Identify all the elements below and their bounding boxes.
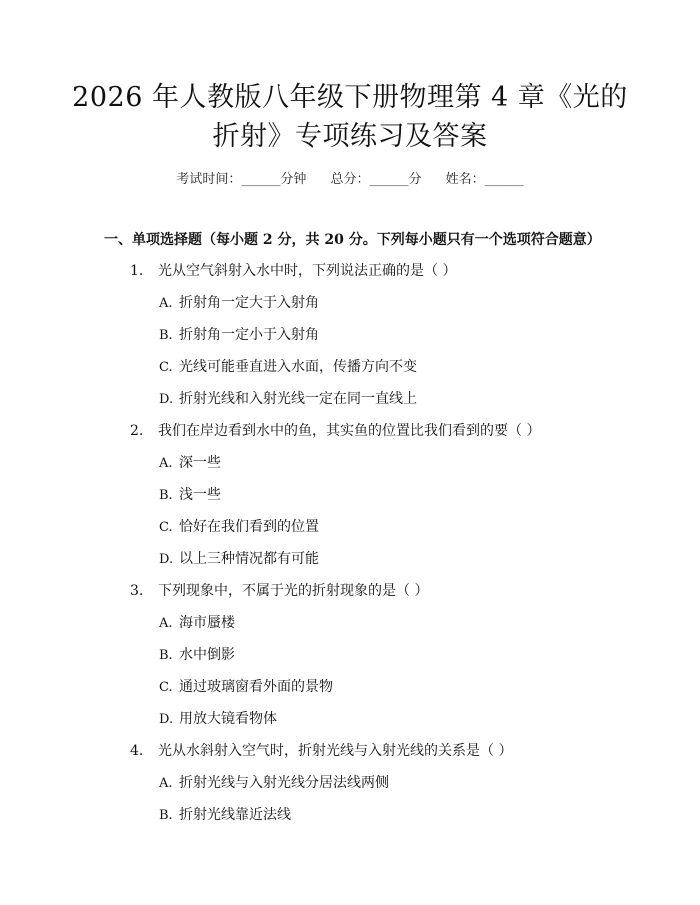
question-text: 光从水斜射入空气时，折射光线与入射光线的关系是（ ） bbox=[158, 743, 513, 759]
option-letter: C. bbox=[159, 360, 173, 375]
option-text: 折射角一定小于入射角 bbox=[179, 327, 319, 343]
option-text: 恰好在我们看到的位置 bbox=[179, 519, 319, 535]
option-letter: D. bbox=[159, 392, 174, 407]
option-3c bbox=[159, 676, 333, 696]
option-letter: B. bbox=[159, 808, 173, 823]
option-text: 折射角一定大于入射角 bbox=[179, 295, 319, 311]
option-letter: B. bbox=[159, 328, 173, 343]
option-letter: D. bbox=[159, 552, 174, 567]
question-2 bbox=[130, 420, 540, 440]
option-2d bbox=[159, 548, 319, 568]
option-letter: A. bbox=[159, 456, 173, 471]
option-3b bbox=[159, 644, 235, 664]
document-title bbox=[60, 78, 640, 156]
option-letter: A. bbox=[159, 776, 173, 791]
option-1c bbox=[159, 356, 417, 376]
option-text: 折射光线与入射光线分居法线两侧 bbox=[179, 775, 389, 791]
option-text: 折射光线和入射光线一定在同一直线上 bbox=[179, 391, 417, 407]
title-line-2: 折射》专项练习及答案 bbox=[212, 121, 488, 152]
option-letter: C. bbox=[159, 520, 173, 535]
option-letter: A. bbox=[159, 296, 173, 311]
option-1d bbox=[159, 388, 417, 408]
option-letter: A. bbox=[159, 616, 173, 631]
question-1 bbox=[130, 260, 456, 280]
exam-info bbox=[0, 168, 700, 187]
question-number: 1. bbox=[130, 263, 144, 279]
title-line-1: 2026 年人教版八年级下册物理第 4 章《光的 bbox=[72, 82, 628, 113]
option-text: 水中倒影 bbox=[179, 647, 235, 663]
option-3d bbox=[159, 708, 277, 728]
question-text: 下列现象中，不属于光的折射现象的是（ ） bbox=[158, 583, 429, 599]
section-heading: 一、单项选择题（每小题 2 分，共 20 分。下列每小题只有一个选项符合题意） bbox=[104, 232, 601, 248]
student-name: 姓名：______ bbox=[445, 172, 524, 187]
option-letter: C. bbox=[159, 680, 173, 695]
question-number: 4. bbox=[130, 743, 144, 759]
option-text: 浅一些 bbox=[179, 487, 221, 503]
option-text: 以上三种情况都有可能 bbox=[179, 551, 319, 567]
question-number: 2. bbox=[130, 423, 144, 439]
option-4b bbox=[159, 804, 291, 824]
question-text: 我们在岸边看到水中的鱼，其实鱼的位置比我们看到的要（ ） bbox=[158, 423, 541, 439]
option-letter: B. bbox=[159, 648, 173, 663]
option-text: 通过玻璃窗看外面的景物 bbox=[179, 679, 333, 695]
option-2a bbox=[159, 452, 221, 472]
option-text: 光线可能垂直进入水面，传播方向不变 bbox=[179, 359, 417, 375]
option-1a bbox=[159, 292, 319, 312]
question-3 bbox=[130, 580, 428, 600]
option-letter: B. bbox=[159, 488, 173, 503]
question-number: 3. bbox=[130, 583, 144, 599]
total-score: 总分：______分 bbox=[330, 172, 422, 187]
option-text: 海市蜃楼 bbox=[179, 615, 235, 631]
option-1b bbox=[159, 324, 319, 344]
option-letter: D. bbox=[159, 712, 174, 727]
option-text: 深一些 bbox=[179, 455, 221, 471]
question-text: 光从空气斜射入水中时，下列说法正确的是（ ） bbox=[158, 263, 457, 279]
option-text: 折射光线靠近法线 bbox=[179, 807, 291, 823]
option-3a bbox=[159, 612, 235, 632]
exam-time: 考试时间：______分钟 bbox=[176, 172, 307, 187]
option-4a bbox=[159, 772, 389, 792]
option-text: 用放大镜看物体 bbox=[179, 711, 277, 727]
option-2c bbox=[159, 516, 319, 536]
question-4 bbox=[130, 740, 512, 760]
option-2b bbox=[159, 484, 221, 504]
